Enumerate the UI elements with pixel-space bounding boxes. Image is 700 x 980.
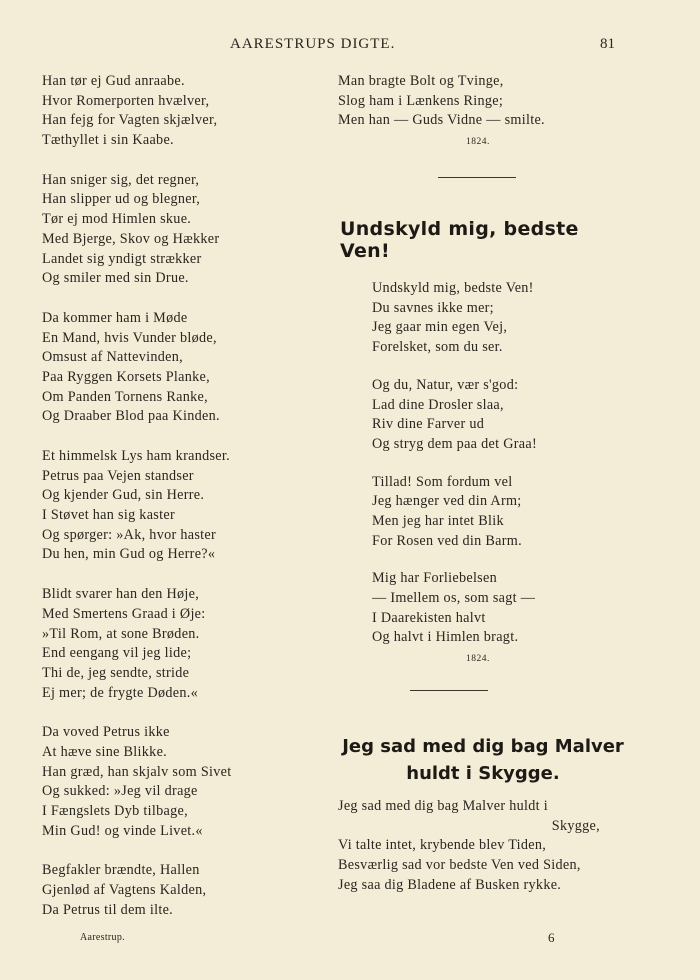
verse-line-continuation: Skygge, [551, 817, 600, 834]
verse-line: Jeg hænger ved din Arm; [372, 493, 522, 510]
verse-line: Han tør ej Gud anraabe. [42, 73, 185, 89]
right-column [338, 72, 628, 896]
verse-line: »Til Rom, at sone Brøden. [42, 625, 200, 642]
verse-line: — Imellem os, som sagt — [372, 590, 536, 606]
verse-line: Jeg gaar min egen Vej, [372, 319, 508, 336]
stanza [42, 447, 292, 565]
verse-line: Da voved Petrus ikke [42, 724, 170, 741]
stanza [42, 72, 292, 151]
verse-line: Tæthyllet i sin Kaabe. [42, 132, 174, 149]
verse-line: Om Panden Tornens Ranke, [42, 388, 208, 405]
verse-line: Man bragte Bolt og Tvinge, [338, 73, 504, 89]
verse-line: I Støvet han sig kaster [42, 507, 175, 524]
verse-line: Du hen, min Gud og Herre?« [42, 546, 216, 563]
verse-line: Landet sig yndigt strækker [42, 250, 202, 267]
verse-line: Jeg sad med dig bag Malver huldt i [338, 798, 548, 815]
verse-line: Tillad! Som fordum vel [372, 473, 513, 490]
stanza [42, 309, 292, 427]
previous-poem-ending [338, 72, 628, 147]
verse-line: Og stryg dem paa det Graa! [372, 435, 537, 452]
verse-line: Og du, Natur, vær s'god: [372, 376, 519, 393]
poem-body [372, 279, 628, 664]
section-divider [410, 690, 488, 691]
verse-line: Paa Ryggen Korsets Planke, [42, 368, 210, 385]
verse-line: Han græd, han skjalv som Sivet [42, 763, 232, 780]
verse-line: Da kommer ham i Møde [42, 309, 188, 326]
verse-line: Slog ham i Lænkens Ringe; [338, 92, 504, 109]
verse-line: Min Gud! og vinde Livet.« [42, 822, 203, 839]
verse-line: At hæve sine Blikke. [42, 743, 168, 760]
verse-line: Blidt svarer han den Høje, [42, 586, 200, 603]
verse-line: Petrus paa Vejen standser [42, 467, 194, 484]
verse-line: Omsust af Nattevinden, [42, 349, 183, 366]
verse-line: Med Bjerge, Skov og Hækker [42, 230, 220, 247]
verse-line: For Rosen ved din Barm. [372, 532, 522, 549]
verse-line: Og sukked: »Jeg vil drage [42, 783, 198, 800]
verse-line: Han sniger sig, det regner, [42, 171, 200, 188]
verse-line: Begfakler brændte, Hallen [42, 862, 200, 879]
poem-body [338, 797, 628, 895]
poem-title-block [338, 733, 628, 787]
poem-title: Undskyld mig, bedste Ven! [340, 218, 579, 263]
poem-title-line: Jeg sad med dig bag Malver [342, 736, 624, 758]
sheet-number: 6 [548, 930, 555, 945]
page-number: 81 [600, 36, 615, 52]
stanza [372, 569, 628, 648]
verse-line: Lad dine Drosler slaa, [372, 396, 504, 413]
verse-line: Vi talte intet, krybende blev Tiden, [338, 837, 547, 854]
verse-line: Ej mer; de frygte Døden.« [42, 684, 199, 701]
verse-line: Jeg saa dig Bladene af Busken rykke. [338, 876, 562, 893]
poem-date: 1824. [466, 654, 490, 665]
running-header [0, 36, 700, 58]
verse-line: Hvor Romerporten hvælver, [42, 92, 210, 109]
verse-line: End eengang vil jeg lide; [42, 645, 192, 662]
verse-line: Da Petrus til dem ilte. [42, 901, 174, 918]
verse-line: Og Draaber Blod paa Kinden. [42, 408, 220, 425]
verse-line: I Fængslets Dyb tilbage, [42, 803, 188, 819]
signature-mark: Aarestrup. [80, 932, 125, 943]
poem-date: 1824. [466, 137, 490, 148]
verse-line: Og spørger: »Ak, hvor haster [42, 526, 217, 543]
verse-line: I Daarekisten halvt [372, 609, 486, 626]
verse-line: Og kjender Gud, sin Herre. [42, 487, 205, 504]
verse-line: Men han — Guds Vidne — smilte. [338, 112, 545, 129]
section-divider [438, 177, 516, 178]
verse-line: En Mand, hvis Vunder bløde, [42, 329, 217, 346]
verse-line: Forelsket, som du ser. [372, 339, 503, 356]
poem-title-line: huldt i Skygge. [406, 763, 560, 785]
verse-line: Thi de, jeg sendte, stride [42, 664, 190, 681]
stanza [42, 723, 292, 841]
running-title: AARESTRUPS DIGTE. [230, 36, 396, 52]
verse-line: Undskyld mig, bedste Ven! [372, 280, 534, 297]
stanza [42, 861, 292, 920]
verse-line: Et himmelsk Lys ham krandser. [42, 448, 230, 464]
verse-line: Tør ej mod Himlen skue. [42, 211, 192, 228]
verse-line: Du savnes ikke mer; [372, 299, 494, 316]
stanza [42, 585, 292, 703]
stanza [372, 279, 628, 358]
stanza [372, 376, 628, 455]
verse-line: Han fejg for Vagten skjælver, [42, 112, 218, 129]
verse-line: Og halvt i Himlen bragt. [372, 629, 519, 646]
stanza [372, 473, 628, 552]
verse-line: Riv dine Farver ud [372, 416, 485, 433]
left-column [42, 72, 292, 940]
verse-line: Han slipper ud og blegner, [42, 191, 201, 208]
verse-line: Og smiler med sin Drue. [42, 270, 189, 287]
verse-line: Men jeg har intet Blik [372, 512, 504, 529]
stanza [42, 171, 292, 289]
verse-line: Gjenlød af Vagtens Kalden, [42, 882, 207, 899]
verse-line: Besværlig sad vor bedste Ven ved Siden, [338, 857, 581, 874]
verse-line: Mig har Forliebelsen [372, 570, 497, 587]
verse-line: Med Smertens Graad i Øje: [42, 605, 206, 622]
